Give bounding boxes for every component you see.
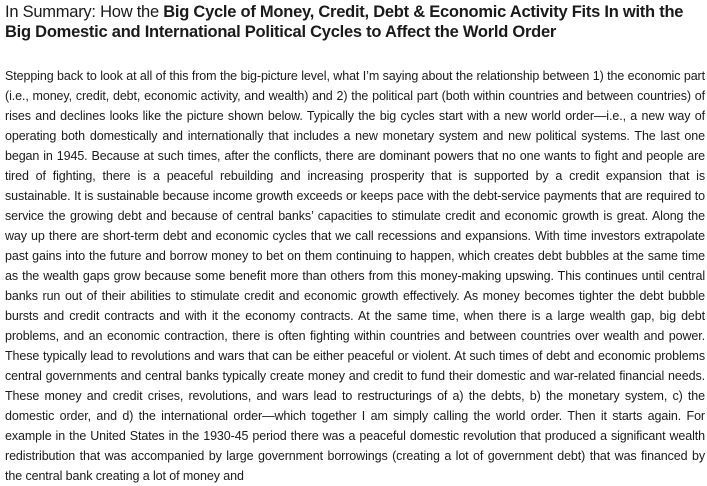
section-heading xyxy=(5,2,705,42)
body-paragraph: Stepping back to look at all of this from the big-picture level, what I’m saying about the relationship between 1) the economic part (i.e., money, credit, debt, economic activity, and wealth) and 2) the political part (both within countries and between countries) of rises and declines looks like the picture shown below. Typically the big cycles start with a new world order—i.e., a new way of operating both domestically and internationally that includes a new monetary system and new political systems. The last one began in 1945. Because at such times, after the conflicts, there are dominant powers that no one wants to fight and people are tired of fighting, there is a peaceful rebuilding and increasing prosperity that is supported by a credit expansion that is sustainable. It is sustainable because income growth exceeds or keeps pace with the debt-service payments that are required to service the growing debt and because of central banks’ capacities to stimulate credit and economic growth is great. Along the way up there are short-term debt and economic cycles that we call recessions and expansions. With time investors extrapolate past gains into the future and borrow money to bet on them continuing to happen, which creates debt bubbles at the same time as the wealth gaps grow because some benefit more than others from this money-making upswing. This continues until central banks run out of their abilities to stimulate credit and economic growth effectively. As money becomes tighter the debt bubble bursts and credit contracts and with it the economy contracts. At the same time, when there is a large wealth gap, big debt problems, and an economic contraction, there is often fighting within countries and between countries over wealth and power. These typically lead to revolutions and wars that can be either peaceful or violent. At such times of debt and economic problems central governments and central banks typically create money and credit to fund their domestic and war-related financial needs. These money and credit crises, revolutions, and wars lead to restructurings of a) the debts, b) the monetary system, c) the domestic order, and d) the international order—which together I am simply calling the world order. Then it starts again. For example in the United States in the 1930-45 period there was a peaceful domestic revolution that produced a significant wealth redistribution that was accompanied by large government borrowings (creating a lot of government debt) that was financed by the central bank creating a lot of money and xyxy=(5,69,705,483)
document-page xyxy=(5,2,705,486)
heading-prefix: In Summary: How the xyxy=(5,3,164,21)
heading-bold-title: Big Cycle of Money, Credit, Debt & Economic Activity Fits In with the Big Domestic and International Political Cycles to Affect the World Order xyxy=(5,3,684,41)
